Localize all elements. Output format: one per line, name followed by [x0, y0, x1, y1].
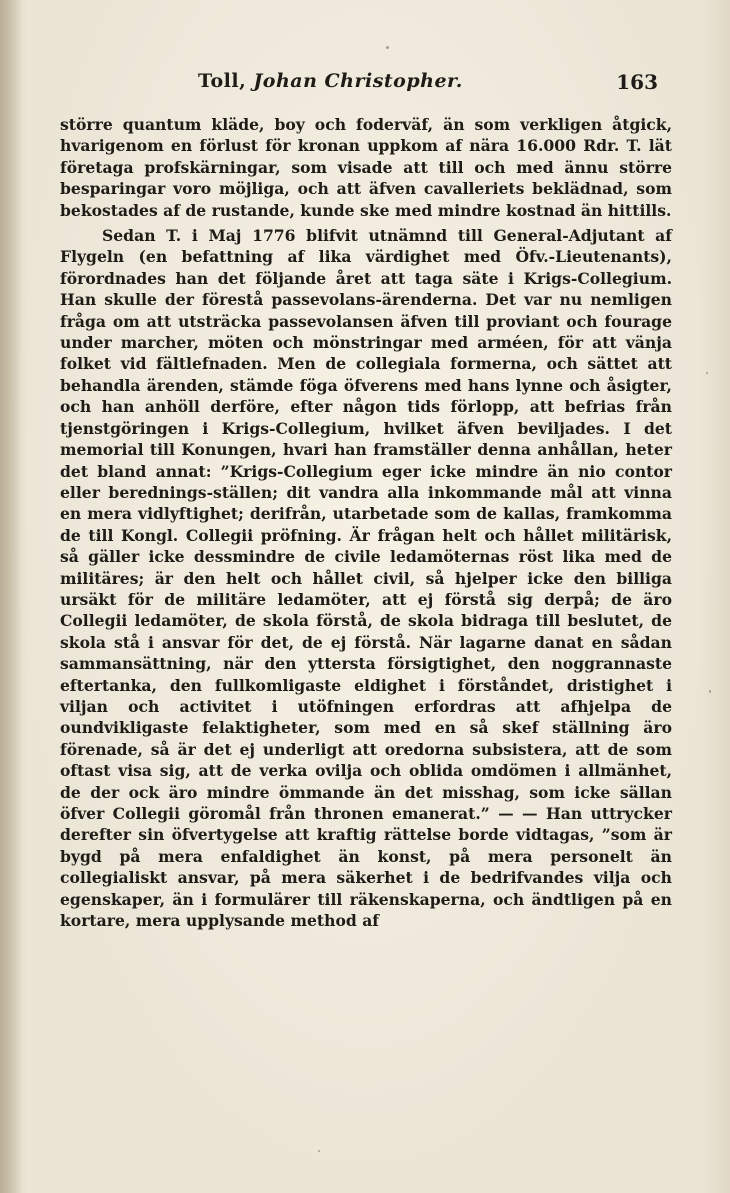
paper-speck — [706, 372, 708, 374]
page-number: 163 — [616, 70, 658, 94]
running-head-surname: Toll, — [198, 70, 247, 92]
page-gutter-shadow — [0, 0, 22, 1193]
paper-speck — [709, 690, 711, 693]
paragraph-continuation: större quantum kläde, boy och foderväf, än som verkligen åtgick, hvarigenom en förlust för kronan uppkom af nära 16.000 Rdr. T. lät företaga profskärningar, som visade att till och med ännu större besparingar voro möjliga, och att äfven cavalleriets beklädnad, som bekostades af de rustande, kunde ske med mindre kostnad än hittills. — [60, 115, 672, 220]
page-header — [60, 70, 672, 100]
paper-speck — [318, 1150, 320, 1152]
body-text — [60, 114, 672, 931]
running-head — [198, 70, 463, 92]
paper-speck — [386, 46, 389, 49]
running-head-given-names: Johan Christopher. — [253, 70, 463, 92]
paragraph-general-adjutant: Sedan T. i Maj 1776 blifvit utnämnd till General-Adjutant af Flygeln (en befattning af lika värdighet med Öfv.-Lieutenants), förordnades han det följande året att taga säte i Krigs-Collegium. Han skulle der förestå passevolans-ärenderna. Det var nu nemligen fråga om att utsträcka passevolansen äfven till proviant och fourage under marcher, möten och mönstringar med arméen, för att vänja folket vid fältlefnaden. Men de collegiala formerna, och sättet att behandla ärenden, stämde föga öfverens med hans lynne och åsigter, och han anhöll derföre, efter någon tids förlopp, att befrias från tjenstgöringen i Krigs-Collegium, hvilket äfven beviljades. I det memorial till Konungen, hvari han framställer denna anhållan, heter det bland annat: ”Krigs-Collegium eger icke mindre än nio contor eller berednings-ställen; dit vandra alla inkommande mål att vinna en mera vidlyftighet; derifrån, utarbetade som de kallas, framkomma de till Kongl. Collegii pröfning. Är frågan helt och hållet militärisk, så gäller icke dessmindre de civile ledamöternas röst lika med de militäres; är den helt och hållet civil, så hjelper icke den billiga ursäkt för de militäre ledamöter, att ej förstå sig derpå; de äro Collegii ledamöter, de skola förstå, de skola bidraga till beslutet, de skola stå i ansvar för det, de ej förstå. När lagarne danat en sådan sammansättning, när den yttersta försigtighet, den noggrannaste eftertanka, den fullkomligaste eldighet i förståndet, dristighet i viljan och activitet i utöfningen erfordras att afhjelpa de oundvikligaste felaktigheter, som med en så skef ställning äro förenade, så är det ej underligt att oredorna subsistera, att de som oftast visa sig, att de verka ovilja och oblida omdömen i allmänhet, de der ock äro mindre ömmande än det misshag, som icke sällan öfver Collegii göromål från thronen emanerat.” — — Han uttrycker derefter sin öfvertygelse att kraftig rättelse borde vidtagas, ”som är bygd på mera enfaldighet än konst, på mera personelt än collegialiskt ansvar, på mera säkerhet i de bedrifvandes vilja och egenskaper, än i formulärer till räkenskaperna, och ändtligen på en kortare, mera upplysande method af — [60, 226, 672, 931]
